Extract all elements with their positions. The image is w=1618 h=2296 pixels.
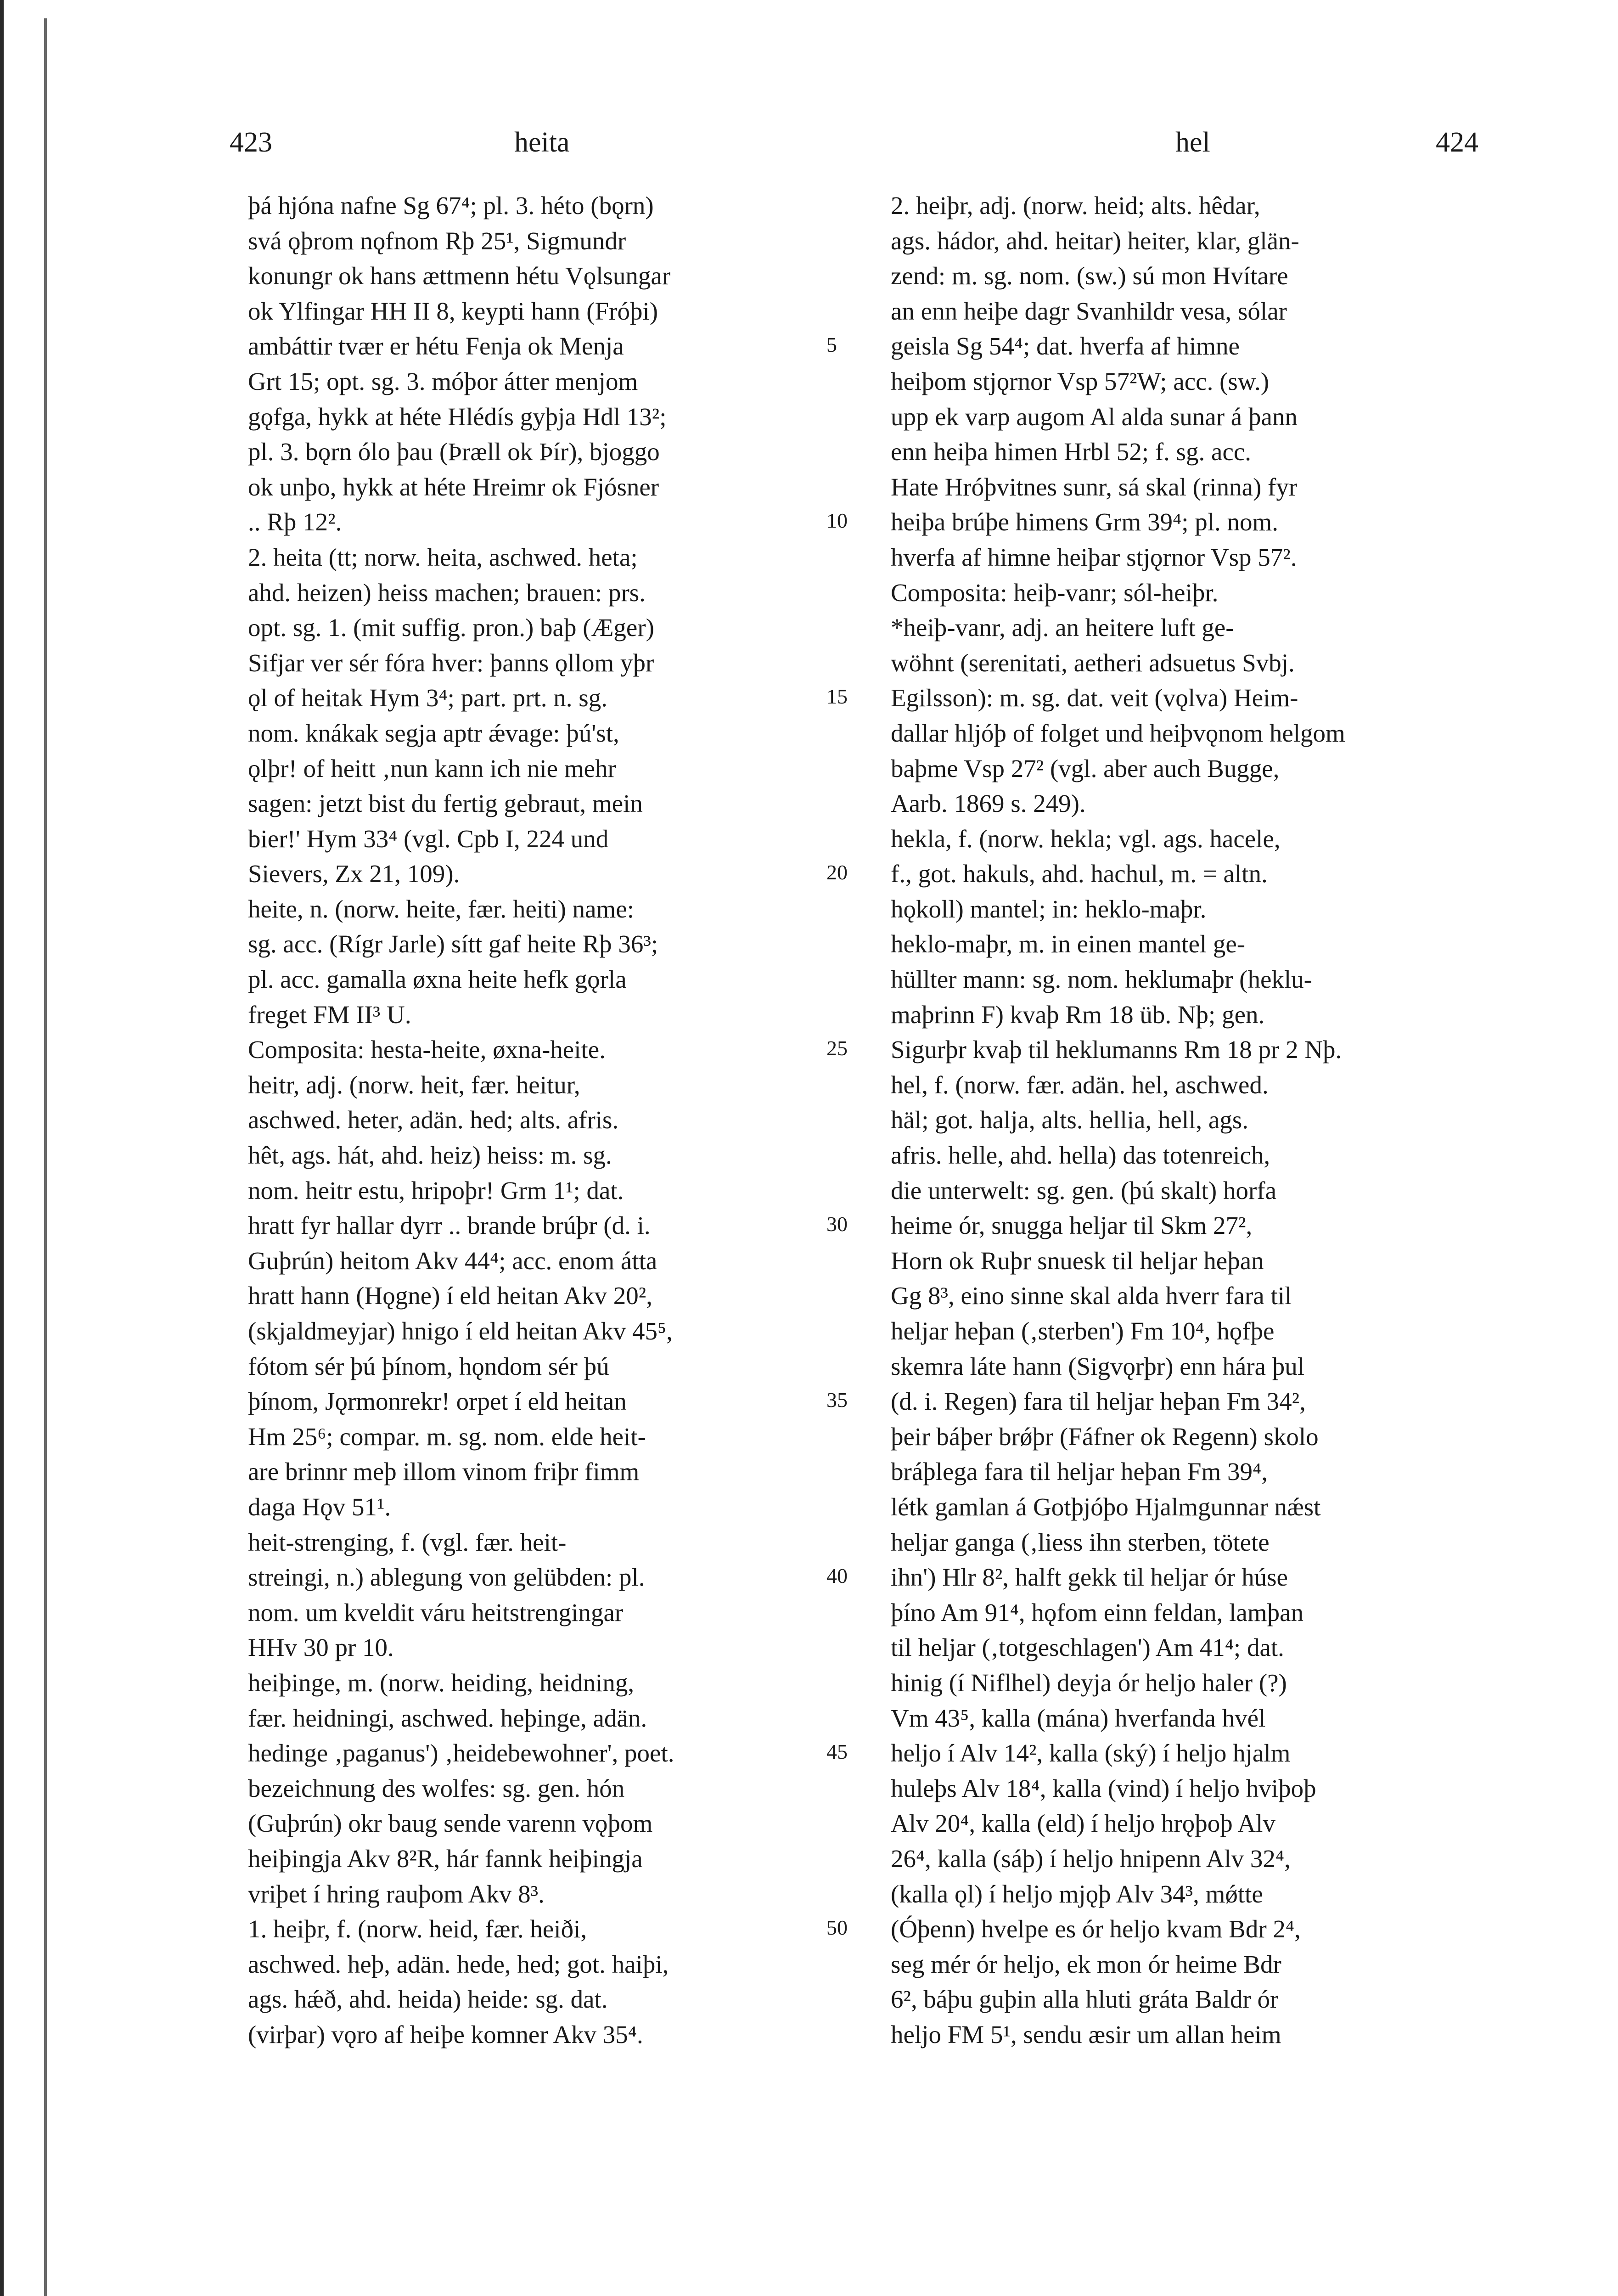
text-line: heiþinge, m. (norw. heiding, heidning, [248,1668,635,1697]
text-line: heklo-maþr, m. in einen mantel ge- [891,930,1246,958]
text-line: heitr, adj. (norw. heit, fær. heitur, [248,1070,580,1099]
text-line: opt. sg. 1. (mit suffig. pron.) baþ (Æger) [248,613,654,642]
text-line: til heljar (‚totgeschlagen') Am 41⁴; dat. [891,1633,1284,1662]
text-line: heiþom stjǫrnor Vsp 57²W; acc. (sw.) [891,367,1270,395]
text-line: ok unþo, hykk at héte Hreimr ok Fjósner [248,473,659,501]
text-line: aschwed. heter, adän. hed; alts. afris. [248,1106,619,1134]
text-line: freget FM II³ U. [248,1000,411,1029]
text-line: Grt 15; opt. sg. 3. móþor átter menjom [248,367,638,395]
text-line: heljo FM 5¹, sendu æsir um allan heim [891,2020,1281,2048]
text-line: heime ór, snugga heljar til Skm 27², [891,1211,1253,1240]
text-line: hedinge ‚paganus') ‚heidebewohner', poet. [248,1739,674,1767]
text-line: ahd. heizen) heiss machen; brauen: prs. [248,578,646,607]
text-line: 2. heiþr, adj. (norw. heid; alts. hêdar, [891,191,1260,219]
text-line: hratt hann (Hǫgne) í eld heitan Akv 20², [248,1282,652,1310]
text-line: ambáttir tvær er hétu Fenja ok Menja [248,332,624,360]
line-number: 15 [826,685,848,709]
text-line: streingi, n.) ablegung von gelübden: pl. [248,1563,645,1592]
right-column [891,188,1460,2052]
text-line: baþme Vsp 27² (vgl. aber auch Bugge, [891,754,1280,782]
text-line: sg. acc. (Rígr Jarle) sítt gaf heite Rþ 36³; [248,930,658,958]
text-line: aschwed. heþ, adän. hede, hed; got. haiþi, [248,1950,669,1978]
text-line: are brinnr meþ illom vinom friþr fimm [248,1458,640,1486]
text-line: vriþet í hring rauþom Akv 8³. [248,1880,545,1908]
text-line: hêt, ags. hát, ahd. heiz) heiss: m. sg. [248,1141,612,1170]
text-line: pl. acc. gamalla øxna heite hefk gǫrla [248,965,627,994]
text-line: pl. 3. bǫrn ólo þau (Þræll ok Þír), bjoggo [248,438,660,466]
text-line: hüllter mann: sg. nom. heklumaþr (heklu- [891,965,1313,994]
binding-shadow [44,18,47,2296]
text-line: ok Ylfingar HH II 8, keypti hann (Fróþi) [248,297,658,325]
text-line: ihn') Hlr 8², halft gekk til heljar ór húse [891,1563,1288,1592]
text-line: nom. knákak segja aptr ǽvage: þú'st, [248,719,619,747]
text-line: bezeichnung des wolfes: sg. gen. hón [248,1774,625,1802]
text-line: nom. heitr estu, hripoþr! Grm 1¹; dat. [248,1176,624,1204]
text-line: heljar heþan (‚sterben') Fm 10⁴, hǫfþe [891,1317,1275,1345]
left-page-number: 423 [230,127,272,158]
text-line: Egilsson): m. sg. dat. veit (vǫlva) Heim- [891,684,1298,712]
text-line: Horn ok Ruþr snuesk til heljar heþan [891,1246,1264,1275]
line-number: 20 [826,861,848,884]
text-line: häl; got. halja, alts. hellia, hell, ags. [891,1106,1248,1134]
text-line: Guþrún) heitom Akv 44⁴; acc. enom átta [248,1246,657,1275]
text-line: ags. hǽð, ahd. heida) heide: sg. dat. [248,1985,608,2014]
text-line: nom. um kveldit váru heitstrengingar [248,1598,624,1626]
text-line: fær. heidningi, aschwed. heþinge, adän. [248,1704,647,1732]
text-line: die unterwelt: sg. gen. (þú skalt) horfa [891,1176,1277,1204]
text-line: ǫlþr! of heitt ‚nun kann ich nie mehr [248,754,616,782]
text-line: heiþingja Akv 8²R, hár fannk heiþingja [248,1844,643,1873]
text-line: heiþa brúþe himens Grm 39⁴; pl. nom. [891,508,1279,536]
text-line: þá hjóna nafne Sg 67⁴; pl. 3. héto (bǫrn) [248,191,654,219]
line-number: 45 [826,1740,848,1764]
text-line: .. Rþ 12². [248,508,342,536]
text-line: þeir báþer brǿþr (Fáfner ok Regenn) skolo [891,1422,1319,1451]
left-column [248,188,817,2052]
text-line: Sifjar ver sér fóra hver: þanns ǫllom yþr [248,648,654,677]
text-line: þínom, Jǫrmonrekr! orpet í eld heitan [248,1387,627,1416]
text-line: hverfa af himne heiþar stjǫrnor Vsp 57². [891,543,1297,571]
text-line: afris. helle, ahd. hella) das totenreich, [891,1141,1270,1170]
text-line: ags. hádor, ahd. heitar) heiter, klar, glän- [891,226,1299,255]
text-line: seg mér ór heljo, ek mon ór heime Bdr [891,1950,1281,1978]
text-line: skemra láte hann (Sigvǫrþr) enn hára þul [891,1352,1305,1380]
text-line: Composita: heiþ-vanr; sól-heiþr. [891,578,1219,607]
text-line: bier!' Hym 33⁴ (vgl. Cpb I, 224 und [248,824,609,853]
line-number: 50 [826,1916,848,1940]
text-line: maþrinn F) kvaþ Rm 18 üb. Nþ; gen. [891,1000,1265,1029]
text-line: Alv 20⁴, kalla (eld) í heljo hrǫþoþ Alv [891,1809,1275,1838]
text-line: hǫkoll) mantel; in: heklo-maþr. [891,895,1207,923]
text-line: 1. heiþr, f. (norw. heid, fær. heiði, [248,1915,587,1943]
text-line: Sigurþr kvaþ til heklumanns Rm 18 pr 2 Nþ. [891,1035,1342,1064]
line-number: 30 [826,1212,848,1236]
right-page-number: 424 [1436,127,1478,158]
text-line: þíno Am 91⁴, hǫfom einn feldan, lamþan [891,1598,1304,1626]
text-line: *heiþ-vanr, adj. an heitere luft ge- [891,613,1234,642]
text-line: hel, f. (norw. fær. adän. hel, aschwed. [891,1070,1269,1099]
text-line: (Guþrún) okr baug sende varenn vǫþom [248,1809,653,1838]
text-line: huleþs Alv 18⁴, kalla (vind) í heljo hviþoþ [891,1774,1316,1802]
text-line: Aarb. 1869 s. 249). [891,789,1086,818]
text-line: zend: m. sg. nom. (sw.) sú mon Hvítare [891,262,1288,290]
line-number: 40 [826,1564,848,1588]
line-number-gutter [826,188,868,2296]
right-headword: hel [1175,127,1210,158]
text-line: heite, n. (norw. heite, fær. heiti) name: [248,895,635,923]
text-line: gǫfga, hykk at héte Hlédís gyþja Hdl 13²; [248,402,667,431]
line-number: 10 [826,509,848,533]
text-line: létk gamlan á Gotþjóþo Hjalmgunnar nǽst [891,1492,1321,1521]
text-line: Vm 43⁵, kalla (mána) hverfanda hvél [891,1704,1266,1732]
text-line: ǫl of heitak Hym 3⁴; part. prt. n. sg. [248,684,607,712]
left-headword: heita [514,127,570,158]
text-line: HHv 30 pr 10. [248,1633,394,1662]
text-line: heljar ganga (‚liess ihn sterben, tötete [891,1528,1270,1556]
text-line: Hate Hróþvitnes sunr, sá skal (rinna) fyr [891,473,1298,501]
text-line: hekla, f. (norw. hekla; vgl. ags. hacele, [891,824,1281,853]
text-line: fótom sér þú þínom, hǫndom sér þú [248,1352,609,1380]
text-line: heit-strenging, f. (vgl. fær. heit- [248,1528,567,1556]
text-line: Sievers, Zx 21, 109). [248,860,460,888]
text-line: geisla Sg 54⁴; dat. hverfa af himne [891,332,1240,360]
text-line: 2. heita (tt; norw. heita, aschwed. heta; [248,543,638,571]
text-line: (skjaldmeyjar) hnigo í eld heitan Akv 45⁵, [248,1317,673,1345]
text-line: (kalla ǫl) í heljo mjǫþ Alv 34³, mǿtte [891,1880,1263,1908]
text-line: konungr ok hans ættmenn hétu Vǫlsungar [248,262,671,290]
text-line: hinig (í Niflhel) deyja ór heljo haler (?) [891,1668,1287,1697]
text-line: f., got. hakuls, ahd. hachul, m. = altn. [891,860,1268,888]
text-line: (d. i. Regen) fara til heljar heþan Fm 34², [891,1387,1306,1416]
text-line: dallar hljóþ of folget und heiþvǫnom helgom [891,719,1345,747]
line-number: 5 [826,333,837,357]
line-number: 35 [826,1388,848,1412]
text-line: 26⁴, kalla (sáþ) í heljo hnipenn Alv 32⁴, [891,1844,1291,1873]
text-line: wöhnt (serenitati, aetheri adsuetus Svbj. [891,648,1295,677]
text-line: (virþar) vǫro af heiþe komner Akv 35⁴. [248,2020,643,2048]
text-line: sagen: jetzt bist du fertig gebraut, mein [248,789,643,818]
text-line: bráþlega fara til heljar heþan Fm 39⁴, [891,1458,1268,1486]
text-line: upp ek varp augom Al alda sunar á þann [891,402,1298,431]
line-number: 25 [826,1036,848,1060]
text-line: Hm 25⁶; compar. m. sg. nom. elde heit- [248,1422,646,1451]
text-line: enn heiþa himen Hrbl 52; f. sg. acc. [891,438,1252,466]
page-edge-left [0,0,4,2296]
text-line: svá ǫþrom nǫfnom Rþ 25¹, Sigmundr [248,226,626,255]
text-line: 6², báþu guþin alla hluti gráta Baldr ór [891,1985,1279,2014]
text-line: an enn heiþe dagr Svanhildr vesa, sólar [891,297,1287,325]
running-header [230,126,1478,181]
text-line: hratt fyr hallar dyrr .. brande brúþr (d. i. [248,1211,651,1240]
text-line: heljo í Alv 14², kalla (ský) í heljo hjalm [891,1739,1291,1767]
text-line: Composita: hesta-heite, øxna-heite. [248,1035,606,1064]
text-line: (Óþenn) hvelpe es ór heljo kvam Bdr 2⁴, [891,1915,1301,1943]
text-line: Gg 8³, eino sinne skal alda hverr fara til [891,1282,1292,1310]
text-line: daga Hǫv 51¹. [248,1492,391,1521]
